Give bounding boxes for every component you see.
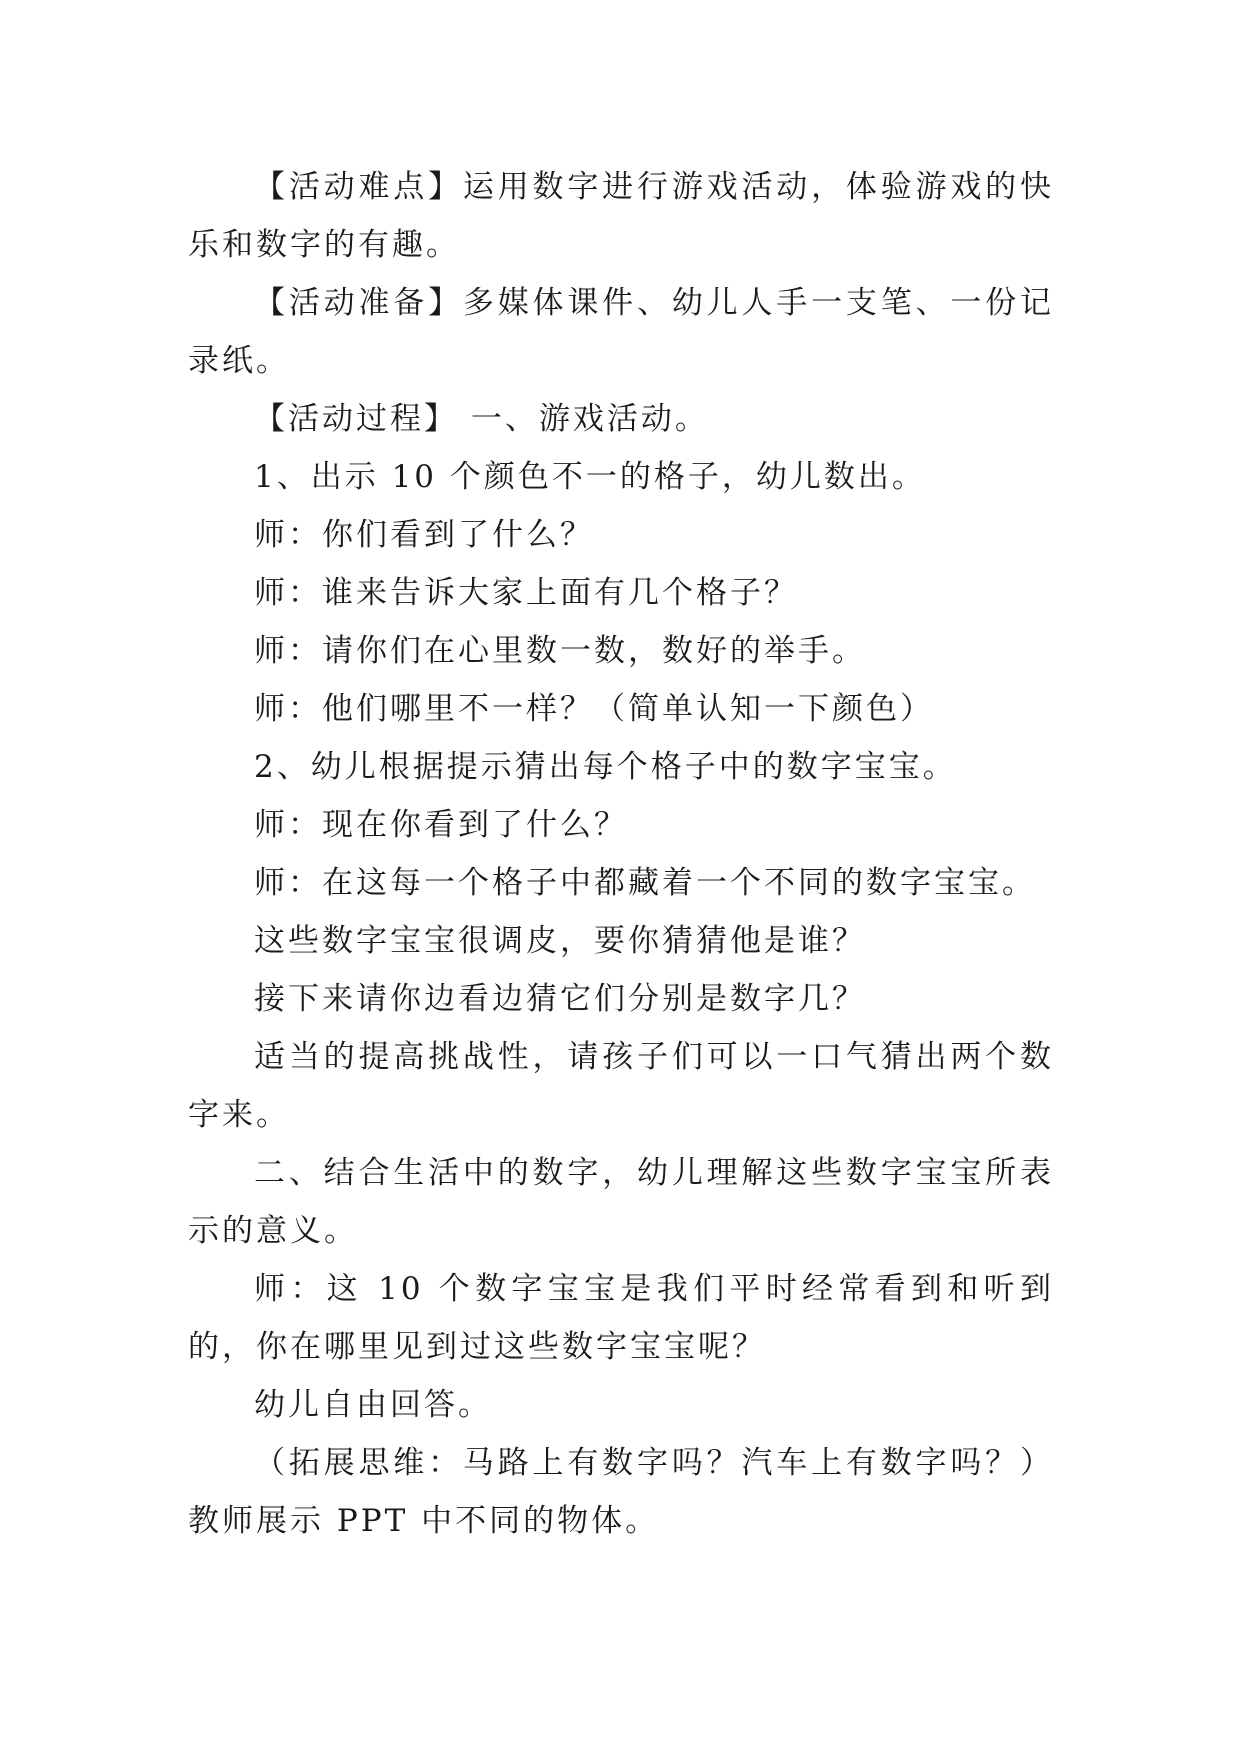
paragraph-dialogue: 师：你们看到了什么？ xyxy=(254,517,594,553)
paragraph-step-1: 1、出示 10 个颜色不一的格子，幼儿数出。 xyxy=(254,459,926,495)
paragraph-text: 接下来请你边看边猜它们分别是数字几？ xyxy=(254,981,866,1017)
paragraph-step-2: 2、幼儿根据提示猜出每个格子中的数字宝宝。 xyxy=(254,749,957,785)
paragraph-text: 适当的提高挑战性，请孩子们可以一口气猜出两个数字来。 xyxy=(188,1039,1054,1133)
paragraph-text: （拓展思维：马路上有数字吗？汽车上有数字吗？）教师展示 PPT 中不同的物体。 xyxy=(188,1445,1054,1539)
paragraph-section-2: 二、结合生活中的数字，幼儿理解这些数字宝宝所表示的意义。 xyxy=(188,1155,1054,1249)
paragraph-dialogue: 师：在这每一个格子中都藏着一个不同的数字宝宝。 xyxy=(254,865,1036,901)
paragraph-dialogue: 师：谁来告诉大家上面有几个格子？ xyxy=(254,575,798,611)
paragraph-preparation: 【活动准备】多媒体课件、幼儿人手一支笔、一份记录纸。 xyxy=(188,285,1054,379)
paragraph-dialogue: 师：这 10 个数字宝宝是我们平时经常看到和听到的，你在哪里见到过这些数字宝宝呢？ xyxy=(188,1271,1054,1365)
document-body xyxy=(188,158,1054,1550)
paragraph-difficulty: 【活动难点】运用数字进行游戏活动，体验游戏的快乐和数字的有趣。 xyxy=(188,169,1054,263)
paragraph-text: 这些数字宝宝很调皮，要你猜猜他是谁？ xyxy=(254,923,866,959)
paragraph-text: 幼儿自由回答。 xyxy=(254,1387,492,1423)
paragraph-dialogue: 师：现在你看到了什么？ xyxy=(254,807,628,843)
paragraph-dialogue: 师：请你们在心里数一数，数好的举手。 xyxy=(254,633,866,669)
paragraph-process-heading: 【活动过程】 一、游戏活动。 xyxy=(254,401,709,437)
paragraph-dialogue: 师：他们哪里不一样？（简单认知一下颜色） xyxy=(254,691,934,727)
